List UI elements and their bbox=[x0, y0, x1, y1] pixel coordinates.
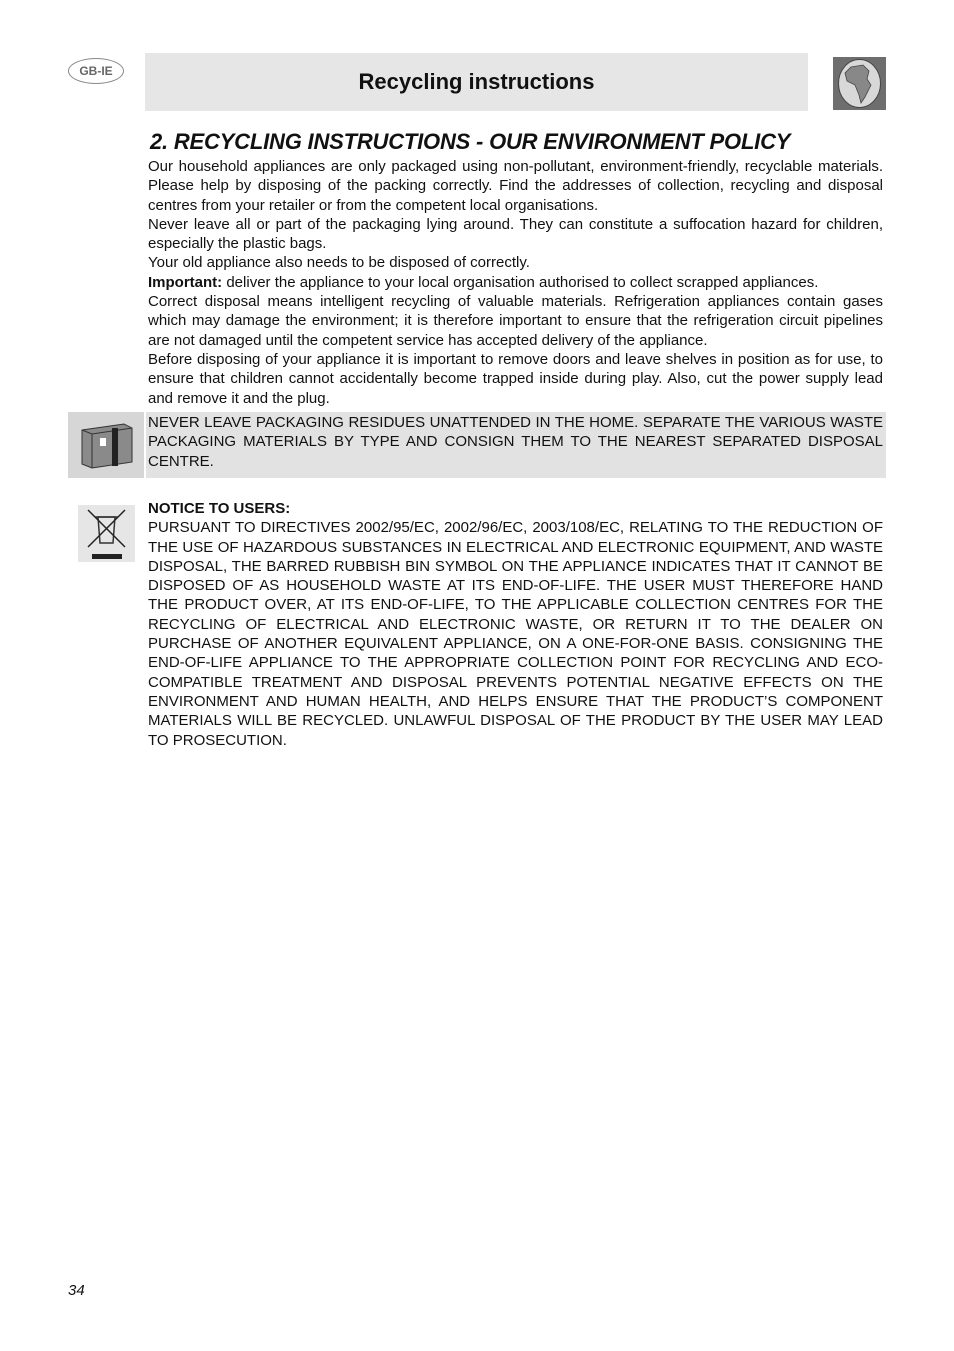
important-label: Important: bbox=[148, 273, 223, 291]
important-paragraph bbox=[148, 273, 883, 292]
notice-text: PURSUANT TO DIRECTIVES 2002/95/EC, 2002/96/EC, 2003/108/EC, RELATING TO THE REDUCTION OF THE USE OF HAZARDOUS SUBSTANCES IN ELECTRICAL AND ELECTRONIC EQUIPMENT, AND WASTE DISPOSAL, THE BARRED RUBBISH BIN SYMBOL ON THE APPLIANCE INDICATES THAT IT CANNOT BE DISPOSED OF AS HOUSEHOLD WASTE AT ITS END-OF-LIFE. THE USER MUST THEREFORE HAND THE PRODUCT OVER, AT ITS END-OF-LIFE, TO THE APPLICABLE COLLECTION CENTRES FOR THE RECYCLING OF ELECTRICAL AND ELECTRONIC WASTE, OR RETURN IT TO THE DEALER ON PURCHASE OF ANOTHER EQUIVALENT APPLIANCE, ON A ONE-FOR-ONE BASIS. CONSIGNING THE END-OF-LIFE APPLIANCE TO THE APPROPRIATE COLLECTION POINT FOR RECYCLING AND ECO-COMPATIBLE TREATMENT AND DISPOSAL PREVENTS POTENTIAL NEGATIVE EFFECTS ON THE ENVIRONMENT AND HUMAN HEALTH, AND HELPS ENSURE THAT THE PRODUCT’S COMPONENT MATERIALS WILL BE RECYCLED. UNLAWFUL DISPOSAL OF THE PRODUCT BY THE USER MAY LEAD TO PROSECUTION. bbox=[148, 519, 883, 749]
paragraph: Never leave all or part of the packaging lying around. They can constitute a suffocation hazard for children, especially the plastic bags. bbox=[148, 215, 883, 253]
paragraph: Before disposing of your appliance it is important to remove doors and leave shelves in position as for use, to ensure that children cannot accidentally become trapped inside during play. Also, cut the power supply lead and remove it and the plug. bbox=[148, 350, 883, 407]
packaging-notice bbox=[68, 412, 886, 478]
page-number: 34 bbox=[68, 1282, 85, 1299]
page-header bbox=[145, 53, 808, 111]
paragraph: Our household appliances are only packaged using non-pollutant, environment-friendly, recyclable materials. Please help by disposing of the packing correctly. Find the addresses of collection, recycling and disposal centres from your retailer or from the competent local organisations. bbox=[148, 158, 883, 214]
intro-text bbox=[148, 157, 883, 408]
globe-icon bbox=[833, 57, 886, 110]
notice-to-users bbox=[148, 499, 883, 750]
notice-heading: NOTICE TO USERS: bbox=[148, 500, 291, 517]
crossed-bin-icon bbox=[78, 505, 135, 562]
paragraph: Your old appliance also needs to be disposed of correctly. bbox=[148, 254, 530, 272]
header-title: Recycling instructions bbox=[358, 69, 595, 94]
paragraph: Correct disposal means intelligent recycling of valuable materials. Refrigeration appliances contain gases which may damage the environment; it is therefore important to ensure that the refrigeration circuit pipelines are not damaged until the competent service has accepted delivery of the appliance. bbox=[148, 293, 883, 349]
section-title: 2. RECYCLING INSTRUCTIONS - OUR ENVIRONMENT POLICY bbox=[150, 129, 791, 154]
language-badge: GB-IE bbox=[68, 58, 124, 84]
packaging-notice-text: NEVER LEAVE PACKAGING RESIDUES UNATTENDED IN THE HOME. SEPARATE THE VARIOUS WASTE PACKAGING MATERIALS BY TYPE AND CONSIGN THEM TO THE NEAREST SEPARATED DISPOSAL CENTRE. bbox=[148, 414, 883, 470]
important-text: deliver the appliance to your local organisation authorised to collect scrapped appliances. bbox=[222, 273, 819, 291]
box-icon bbox=[68, 412, 146, 478]
